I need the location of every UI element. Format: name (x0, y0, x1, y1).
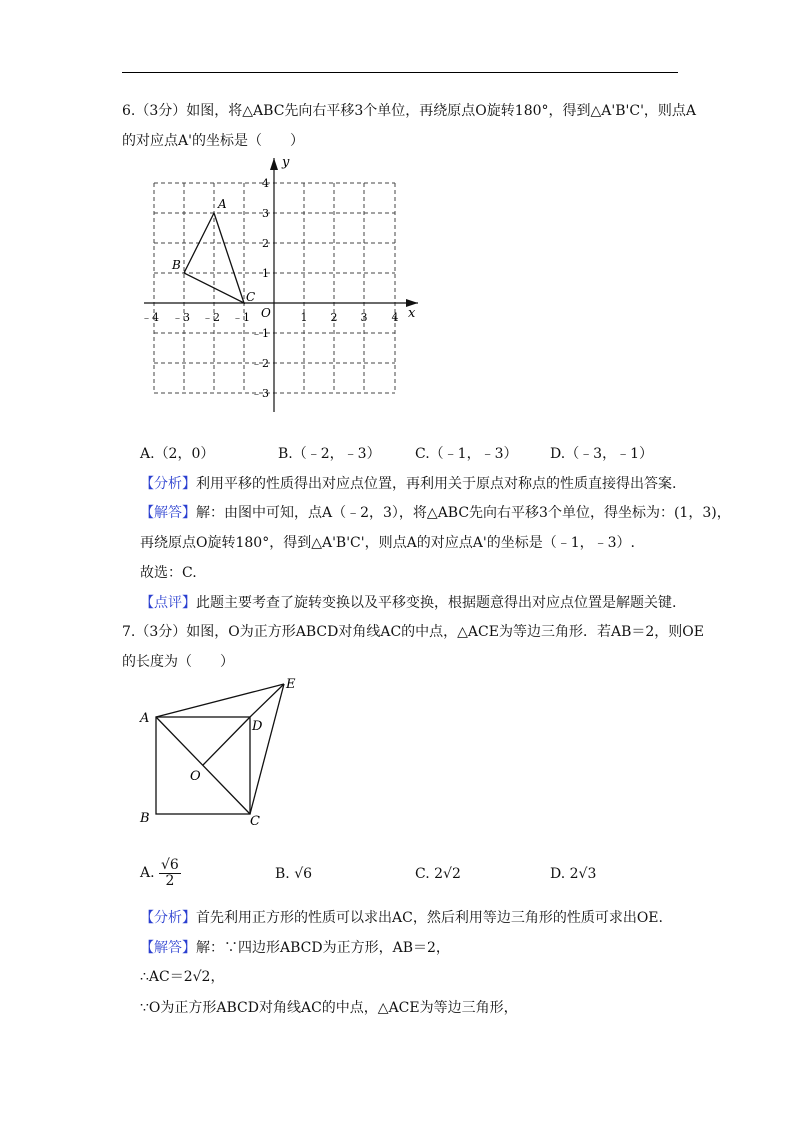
review-tag: 【点评】 (140, 595, 196, 611)
answer-tag: 【解答】 (140, 505, 196, 521)
choice-text: （﹣2，﹣3） (292, 446, 381, 462)
x-tick-label: 1 (300, 311, 308, 324)
choice-text: 2√2 (434, 866, 461, 882)
choice-text: （﹣3，﹣1） (565, 446, 654, 462)
answer-text: 解：∵四边形ABCD为正方形，AB＝2， (196, 940, 450, 956)
choice-text: （2，0） (154, 446, 215, 462)
segment-do (203, 717, 250, 765)
x-axis-label: x (408, 306, 416, 321)
point-a-label: A (218, 197, 227, 211)
segment-ec (250, 684, 284, 814)
q7-answer-line1 (140, 937, 450, 957)
choice-text: 2√3 (569, 866, 597, 882)
fraction-denominator: 2 (165, 872, 175, 889)
choice-letter: C. (415, 866, 430, 882)
x-tick-label: 4 (391, 311, 399, 324)
choice-letter: B. (275, 866, 290, 882)
header-rule (122, 72, 678, 73)
q6-choice-d[interactable] (550, 443, 653, 463)
choice-letter: C. (415, 446, 430, 462)
q6-answer-line1 (140, 502, 731, 522)
x-tick-label: ﹣2 (202, 311, 220, 324)
y-tick-label: 3 (262, 207, 269, 220)
choice-text: √6 (294, 866, 313, 882)
analysis-text: 利用平移的性质得出对应点位置，再利用关于原点对称点的性质直接得出答案. (196, 476, 677, 492)
q7-choice-d[interactable] (550, 866, 596, 882)
q7-answer-line2: ∴AC＝2√2， (140, 969, 225, 985)
segment-ae (156, 684, 284, 717)
y-tick-label: 2 (262, 237, 269, 250)
vertex-e-label: E (286, 677, 296, 692)
y-tick-labels (251, 177, 269, 400)
q6-choice-a[interactable] (140, 443, 214, 463)
y-tick-label: 1 (262, 267, 269, 280)
midpoint-o-label: O (190, 769, 201, 784)
analysis-tag: 【分析】 (140, 910, 196, 926)
fraction (159, 858, 181, 888)
q6-answer-line2: 再绕原点O旋转180°，得到△A'B'C'，则点A的对应点A'的坐标是（﹣1，﹣3）. (140, 535, 635, 551)
q6-stem-line1: 6.（3分）如图，将△ABC先向右平移3个单位，再绕原点O旋转180°，得到△A'B'C'，则点A (122, 103, 697, 119)
q6-answer-line3: 故选：C. (140, 565, 197, 581)
q7-shapes (156, 684, 284, 814)
q7-stem-line2: 的长度为（ ） (122, 654, 234, 670)
x-tick-label: 2 (330, 311, 338, 324)
vertex-a-label: A (140, 711, 150, 726)
fraction-numerator: √6 (161, 857, 179, 873)
q6-stem-line2: 的对应点A'的坐标是（ ） (122, 133, 304, 149)
x-tick-label: ﹣3 (172, 311, 190, 324)
q6-analysis (140, 473, 676, 493)
x-tick-label: ﹣4 (141, 311, 159, 324)
q6-choice-c[interactable] (415, 443, 518, 463)
answer-tag: 【解答】 (140, 940, 196, 956)
x-tick-label: ﹣1 (232, 311, 250, 324)
q7-geometry-figure (136, 672, 306, 832)
y-tick-label: ﹣2 (251, 357, 269, 370)
q6-axes (144, 158, 418, 412)
q7-choice-a[interactable] (140, 858, 181, 888)
q6-review (140, 592, 676, 612)
vertex-b-label: B (140, 811, 150, 826)
q7-analysis (140, 907, 663, 927)
choice-letter: D. (550, 866, 566, 882)
analysis-tag: 【分析】 (140, 476, 196, 492)
choice-text: （﹣1，﹣3） (429, 446, 518, 462)
choice-letter: D. (550, 446, 566, 462)
y-tick-label: ﹣1 (251, 327, 269, 340)
q7-answer-line3: ∵O为正方形ABCD对角线AC的中点，△ACE为等边三角形， (140, 1000, 518, 1016)
y-tick-label: 4 (262, 177, 269, 190)
choice-letter: A. (140, 865, 155, 882)
q7-choice-c[interactable] (415, 866, 461, 882)
origin-label: O (261, 306, 271, 320)
q7-stem-line1: 7.（3分）如图，O为正方形ABCD对角线AC的中点，△ACE为等边三角形．若AB＝2，则OE (122, 624, 704, 640)
vertex-c-label: C (250, 814, 260, 829)
choice-letter: A. (140, 446, 155, 462)
point-b-label: B (172, 258, 181, 272)
review-text: 此题主要考查了旋转变换以及平移变换，根据题意得出对应点位置是解题关键. (196, 595, 677, 611)
y-tick-label: ﹣3 (251, 387, 269, 400)
point-c-label: C (246, 290, 256, 304)
q6-coordinate-figure (138, 150, 428, 422)
q7-choice-b[interactable] (275, 866, 312, 882)
x-tick-label: 3 (360, 311, 368, 324)
answer-text: 解：由图中可知，点A（﹣2，3），将△ABC先向右平移3个单位，得坐标为：(1，3)， (196, 505, 731, 521)
vertex-d-label: D (252, 719, 263, 734)
analysis-text: 首先利用正方形的性质可以求出AC，然后利用等边三角形的性质可求出OE. (196, 910, 663, 926)
y-axis-label: y (282, 155, 290, 170)
choice-letter: B. (278, 446, 293, 462)
q6-choice-b[interactable] (278, 443, 381, 463)
y-axis-arrow-icon (270, 158, 278, 170)
